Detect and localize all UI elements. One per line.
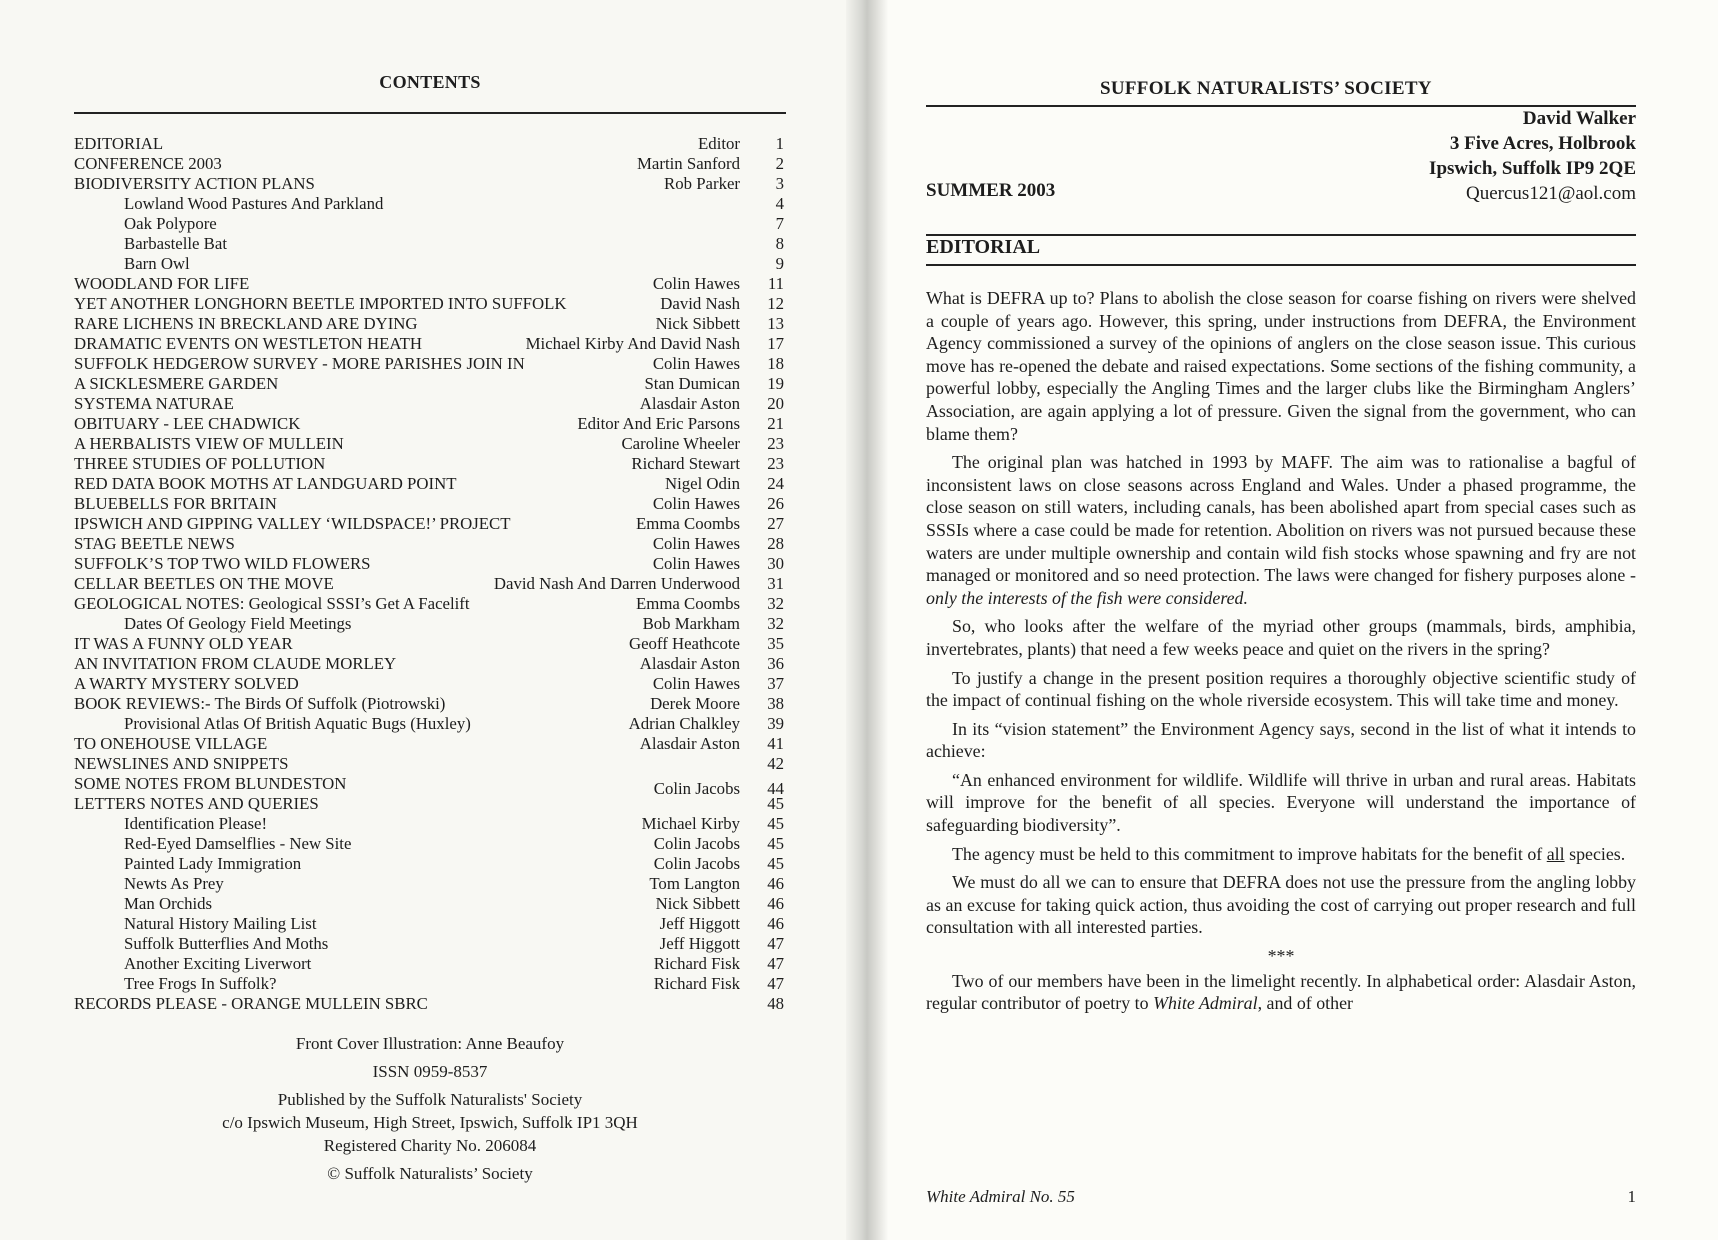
italic-emphasis: only the interests of the fish were considered. xyxy=(926,587,1248,608)
toc-entry xyxy=(74,194,786,214)
toc-author: Editor xyxy=(698,134,740,153)
paragraph: Two of our members have been in the limelight recently. In alphabetical order: Alasdair Aston, regular contributor of poetry to White Admiral, and of other xyxy=(926,970,1636,1014)
toc-page-number: 2 xyxy=(775,154,784,173)
toc-entry xyxy=(74,254,786,274)
toc-page-number: 44 xyxy=(767,779,784,798)
toc-page-number: 31 xyxy=(767,574,784,593)
toc-page-number: 23 xyxy=(767,434,784,453)
toc-title: AN INVITATION FROM CLAUDE MORLEY xyxy=(74,654,397,673)
toc-entry xyxy=(74,494,786,514)
toc-page-number: 41 xyxy=(767,734,784,753)
toc-entry xyxy=(74,454,786,474)
toc-entry xyxy=(74,854,786,874)
toc-page-number: 23 xyxy=(767,454,784,473)
toc-entry xyxy=(74,914,786,934)
toc-page-number: 27 xyxy=(767,514,784,533)
toc-entry xyxy=(74,214,786,234)
toc-page-number: 45 xyxy=(767,814,784,833)
paragraph: In its “vision statement” the Environment Agency says, second in the list of what it intends to achieve: xyxy=(926,718,1636,762)
toc-title: A SICKLESMERE GARDEN xyxy=(74,374,279,393)
publisher: Published by the Suffolk Naturalists' Society xyxy=(277,1090,583,1109)
toc-page-number: 3 xyxy=(775,174,784,193)
toc-author: Emma Coombs xyxy=(636,514,740,533)
toc-author: Alasdair Aston xyxy=(639,654,740,673)
toc-entry xyxy=(74,874,786,894)
toc-title: YET ANOTHER LONGHORN BEETLE IMPORTED INTO SUFFOLK xyxy=(74,294,567,313)
toc-entry xyxy=(74,374,786,394)
toc-entry xyxy=(74,474,786,494)
toc-author: Michael Kirby xyxy=(641,814,740,833)
toc-page-number: 21 xyxy=(767,414,784,433)
toc-author: Colin Jacobs xyxy=(653,779,740,798)
paragraph: The agency must be held to this commitment to improve habitats for the benefit of all species. xyxy=(952,843,1626,864)
toc-entry xyxy=(74,414,786,434)
toc-entry xyxy=(74,174,786,194)
toc-page-number: 12 xyxy=(767,294,784,313)
toc-author: Nick Sibbett xyxy=(655,894,740,913)
toc-entry xyxy=(74,754,786,774)
copyright: © Suffolk Naturalists’ Society xyxy=(327,1164,533,1183)
toc-author: Tom Langton xyxy=(649,874,740,893)
toc-page-number: 47 xyxy=(767,934,784,953)
paragraph: The original plan was hatched in 1993 by MAFF. The aim was to rationalise a bagful of inconsistent laws on close seasons across England and Wales. Under a phased programme, the close season on still waters, including canals, has been abolished apart from special cases such as SSSIs where a case could be made for retention. Abolition on rivers was not pursued because these waters are under multiple ownership and contain wild fish stocks whose spawning and fry are not managed or monitored and so need protection. The laws were changed for fishery purposes alone - only the interests of the fish were considered. xyxy=(926,452,1636,608)
underlined-word: all xyxy=(1546,843,1565,864)
toc-author: Richard Fisk xyxy=(653,974,740,993)
toc-entry xyxy=(74,294,786,314)
toc-page-number: 42 xyxy=(767,754,784,773)
contents-rule xyxy=(74,112,786,114)
toc-title: STAG BEETLE NEWS xyxy=(74,534,235,553)
toc-page-number: 32 xyxy=(767,614,784,633)
toc-entry xyxy=(74,654,786,674)
toc-title: Suffolk Butterflies And Moths xyxy=(124,934,329,953)
toc-title: A HERBALISTS VIEW OF MULLEIN xyxy=(74,434,344,453)
editorial-heading: EDITORIAL xyxy=(926,236,1041,258)
footer-page-number: 1 xyxy=(1627,1187,1636,1206)
toc-page-number: 18 xyxy=(767,354,784,373)
toc-author: Nigel Odin xyxy=(664,474,740,493)
toc-entry xyxy=(74,534,786,554)
toc-page-number: 30 xyxy=(767,554,784,573)
toc-title: Barbastelle Bat xyxy=(124,234,227,253)
toc-entry xyxy=(74,674,786,694)
toc-page-number: 35 xyxy=(767,634,784,653)
toc-title: SYSTEMA NATURAE xyxy=(74,394,234,413)
toc-entry xyxy=(74,394,786,414)
toc-author: Caroline Wheeler xyxy=(621,434,740,453)
toc-page-number: 47 xyxy=(767,974,784,993)
toc-author: Colin Jacobs xyxy=(653,854,740,873)
magazine-title: White Admiral xyxy=(1153,993,1258,1014)
toc-entry xyxy=(74,694,786,714)
toc-page-number: 45 xyxy=(767,834,784,853)
toc-page-number: 39 xyxy=(767,714,784,733)
toc-entry xyxy=(74,774,786,798)
toc-entry xyxy=(74,894,786,914)
toc-entry xyxy=(74,574,786,594)
toc-page-number: 17 xyxy=(767,334,784,353)
section-separator: *** xyxy=(1267,946,1295,967)
toc-author: Bob Markham xyxy=(642,614,740,633)
toc-title: Painted Lady Immigration xyxy=(124,854,302,873)
toc-title: SUFFOLK HEDGEROW SURVEY - MORE PARISHES JOIN IN xyxy=(74,354,525,373)
toc-entry xyxy=(74,134,786,154)
issn: ISSN 0959-8537 xyxy=(372,1062,488,1081)
toc-title: Dates Of Geology Field Meetings xyxy=(124,614,352,633)
toc-entry xyxy=(74,994,786,1014)
toc-page-number: 13 xyxy=(767,314,784,333)
toc-title: Lowland Wood Pastures And Parkland xyxy=(124,194,384,213)
toc-title: CONFERENCE 2003 xyxy=(74,154,222,173)
editor-address-line1: 3 Five Acres, Holbrook xyxy=(1449,133,1636,154)
book-gutter xyxy=(846,0,888,1240)
toc-entry xyxy=(74,234,786,254)
toc-title: Tree Frogs In Suffolk? xyxy=(124,974,277,993)
toc-entry xyxy=(74,434,786,454)
toc-entry xyxy=(74,934,786,954)
toc-entry xyxy=(74,634,786,654)
toc-author: Colin Hawes xyxy=(652,354,740,373)
toc-author: David Nash And Darren Underwood xyxy=(493,574,740,593)
cover-credit: Front Cover Illustration: Anne Beaufoy xyxy=(295,1034,565,1053)
toc-title: Newts As Prey xyxy=(124,874,224,893)
toc-title: WOODLAND FOR LIFE xyxy=(74,274,250,293)
toc-title: IT WAS A FUNNY OLD YEAR xyxy=(74,634,293,653)
toc-author: Stan Dumican xyxy=(644,374,740,393)
toc-page-number: 36 xyxy=(767,654,784,673)
toc-author: Jeff Higgott xyxy=(659,914,740,933)
toc-entry xyxy=(74,794,786,814)
toc-author: Colin Hawes xyxy=(652,674,740,693)
toc-entry xyxy=(74,834,786,854)
toc-entry xyxy=(74,814,786,834)
toc-page-number: 47 xyxy=(767,954,784,973)
toc-page-number: 48 xyxy=(767,994,784,1013)
toc-entry xyxy=(74,714,786,734)
toc-page-number: 8 xyxy=(775,234,784,253)
toc-title: BLUEBELLS FOR BRITAIN xyxy=(74,494,277,513)
toc-page-number: 26 xyxy=(767,494,784,513)
toc-author: Colin Hawes xyxy=(652,554,740,573)
toc-entry xyxy=(74,734,786,754)
vision-quote: “An enhanced environment for wildlife. Wildlife will thrive in urban and rural areas. Habitats will improve for the benefit of all species. Everyone will understand the importance of safeguarding biodiversity”. xyxy=(926,769,1636,836)
paragraph: We must do all we can to ensure that DEFRA does not use the pressure from the angling lobby as an excuse for taking quick action, thus avoiding the cost of carrying out proper research and full consultation with all interested parties. xyxy=(926,872,1636,938)
toc-title: Red-Eyed Damselflies - New Site xyxy=(124,834,352,853)
toc-entry xyxy=(74,974,786,994)
toc-page-number: 28 xyxy=(767,534,784,553)
toc-page-number: 32 xyxy=(767,594,784,613)
toc-entry xyxy=(74,334,786,354)
charity-number: Registered Charity No. 206084 xyxy=(323,1136,537,1155)
toc-title: THREE STUDIES OF POLLUTION xyxy=(74,454,326,473)
editor-email: Quercus121@aol.com xyxy=(1466,183,1636,204)
toc-title: RECORDS PLEASE - ORANGE MULLEIN SBRC xyxy=(74,994,428,1013)
toc-title: DRAMATIC EVENTS ON WESTLETON HEATH xyxy=(74,334,423,353)
heading-rule-bottom xyxy=(926,264,1636,266)
toc-title: RARE LICHENS IN BRECKLAND ARE DYING xyxy=(74,314,418,333)
toc-title: Identification Please! xyxy=(124,814,268,833)
editorial-body xyxy=(926,287,1636,1021)
toc-author: Richard Fisk xyxy=(653,954,740,973)
toc-title: Another Exciting Liverwort xyxy=(124,954,312,973)
toc-page-number: 11 xyxy=(767,274,784,293)
toc-title: Oak Polypore xyxy=(124,214,217,233)
toc-title: IPSWICH AND GIPPING VALLEY ‘WILDSPACE!’ PROJECT xyxy=(74,514,511,533)
toc-page-number: 38 xyxy=(767,694,784,713)
toc-title: Man Orchids xyxy=(124,894,213,913)
toc-author: David Nash xyxy=(660,294,740,313)
toc-title: CELLAR BEETLES ON THE MOVE xyxy=(74,574,334,593)
toc-author: Colin Jacobs xyxy=(653,834,740,853)
toc-author: Martin Sanford xyxy=(637,154,740,173)
toc-title: Natural History Mailing List xyxy=(124,914,317,933)
toc-author: Rob Parker xyxy=(664,174,740,193)
toc-page-number: 46 xyxy=(767,874,784,893)
toc-entry xyxy=(74,314,786,334)
toc-entry xyxy=(74,954,786,974)
toc-author: Alasdair Aston xyxy=(639,734,740,753)
toc-author: Colin Hawes xyxy=(652,274,740,293)
toc-page-number: 45 xyxy=(767,854,784,873)
toc-page-number: 19 xyxy=(767,374,784,393)
toc-title: BIODIVERSITY ACTION PLANS xyxy=(74,174,315,193)
toc-page-number: 24 xyxy=(767,474,784,493)
paragraph: To justify a change in the present position requires a thoroughly objective scientific study of the impact of continual fishing on the whole riverside ecosystem. This will take time and money. xyxy=(926,667,1636,711)
toc-entry xyxy=(74,614,786,634)
header-rule xyxy=(926,105,1636,107)
toc-page-number: 7 xyxy=(775,214,784,233)
toc-author: Nick Sibbett xyxy=(655,314,740,333)
toc-entry xyxy=(74,354,786,374)
toc-page-number: 45 xyxy=(767,794,784,813)
toc-author: Alasdair Aston xyxy=(639,394,740,413)
toc-author: Adrian Chalkley xyxy=(628,714,740,733)
toc-author: Derek Moore xyxy=(650,694,740,713)
toc-entry xyxy=(74,514,786,534)
paragraph: So, who looks after the welfare of the myriad other groups (mammals, birds, amphibia, invertebrates, plants) that need a few weeks peace and quiet on the rivers in the spring? xyxy=(926,616,1636,659)
toc-title: A WARTY MYSTERY SOLVED xyxy=(74,674,299,693)
toc-title: SUFFOLK’S TOP TWO WILD FLOWERS xyxy=(74,554,371,573)
toc-author: Editor And Eric Parsons xyxy=(577,414,740,433)
contents-title: CONTENTS xyxy=(379,72,481,92)
toc-page-number: 4 xyxy=(775,194,784,213)
toc-author: Geoff Heathcote xyxy=(628,634,740,653)
toc-entry xyxy=(74,154,786,174)
toc-page-number: 20 xyxy=(767,394,784,413)
editor-address-line2: Ipswich, Suffolk IP9 2QE xyxy=(1429,158,1636,179)
toc-title: GEOLOGICAL NOTES: Geological SSSI’s Get A Facelift xyxy=(74,594,470,613)
table-of-contents xyxy=(74,134,786,1014)
issue-season: SUMMER 2003 xyxy=(926,180,1056,201)
toc-entry xyxy=(74,554,786,574)
toc-page-number: 37 xyxy=(767,674,784,693)
paragraph: What is DEFRA up to? Plans to abolish the close season for coarse fishing on rivers were shelved a couple of years ago. However, this spring, under instructions from DEFRA, the Environment Agency commissioned a survey of the opinions of anglers on the close season issue. This curious move has re-opened the debate and raised expectations. Some sections of the fishing community, a powerful lobby, especially the Angling Times and the larger clubs like the Birmingham Anglers’ Association, are again applying a lot of pressure. Given the signal from the government, who can blame them? xyxy=(926,288,1636,444)
toc-entry xyxy=(74,274,786,294)
editor-name: David Walker xyxy=(1522,108,1636,129)
toc-title: Barn Owl xyxy=(124,254,190,273)
toc-page-number: 46 xyxy=(767,894,784,913)
toc-author: Colin Hawes xyxy=(652,494,740,513)
toc-author: Emma Coombs xyxy=(636,594,740,613)
toc-title: SOME NOTES FROM BLUNDESTON xyxy=(74,774,347,793)
toc-title: RED DATA BOOK MOTHS AT LANDGUARD POINT xyxy=(74,474,457,493)
toc-entry xyxy=(74,594,786,614)
publisher-address: c/o Ipswich Museum, High Street, Ipswich, Suffolk IP1 3QH xyxy=(222,1113,638,1132)
toc-title: EDITORIAL xyxy=(74,134,164,153)
toc-title: BOOK REVIEWS:- The Birds Of Suffolk (Piotrowski) xyxy=(74,694,446,713)
toc-author: Colin Hawes xyxy=(652,534,740,553)
toc-title: Provisional Atlas Of British Aquatic Bugs (Huxley) xyxy=(124,714,471,733)
society-name: SUFFOLK NATURALISTS’ SOCIETY xyxy=(1100,78,1432,99)
toc-page-number: 9 xyxy=(775,254,784,273)
toc-title: OBITUARY - LEE CHADWICK xyxy=(74,414,301,433)
toc-page-number: 46 xyxy=(767,914,784,933)
footer-magazine-title: White Admiral No. 55 xyxy=(926,1187,1075,1206)
toc-page-number: 1 xyxy=(775,134,784,153)
toc-title: TO ONEHOUSE VILLAGE xyxy=(74,734,268,753)
toc-author: Michael Kirby And David Nash xyxy=(525,334,740,353)
toc-author: Jeff Higgott xyxy=(659,934,740,953)
toc-title: LETTERS NOTES AND QUERIES xyxy=(74,794,319,813)
toc-title: NEWSLINES AND SNIPPETS xyxy=(74,754,289,773)
toc-author: Richard Stewart xyxy=(631,454,740,473)
